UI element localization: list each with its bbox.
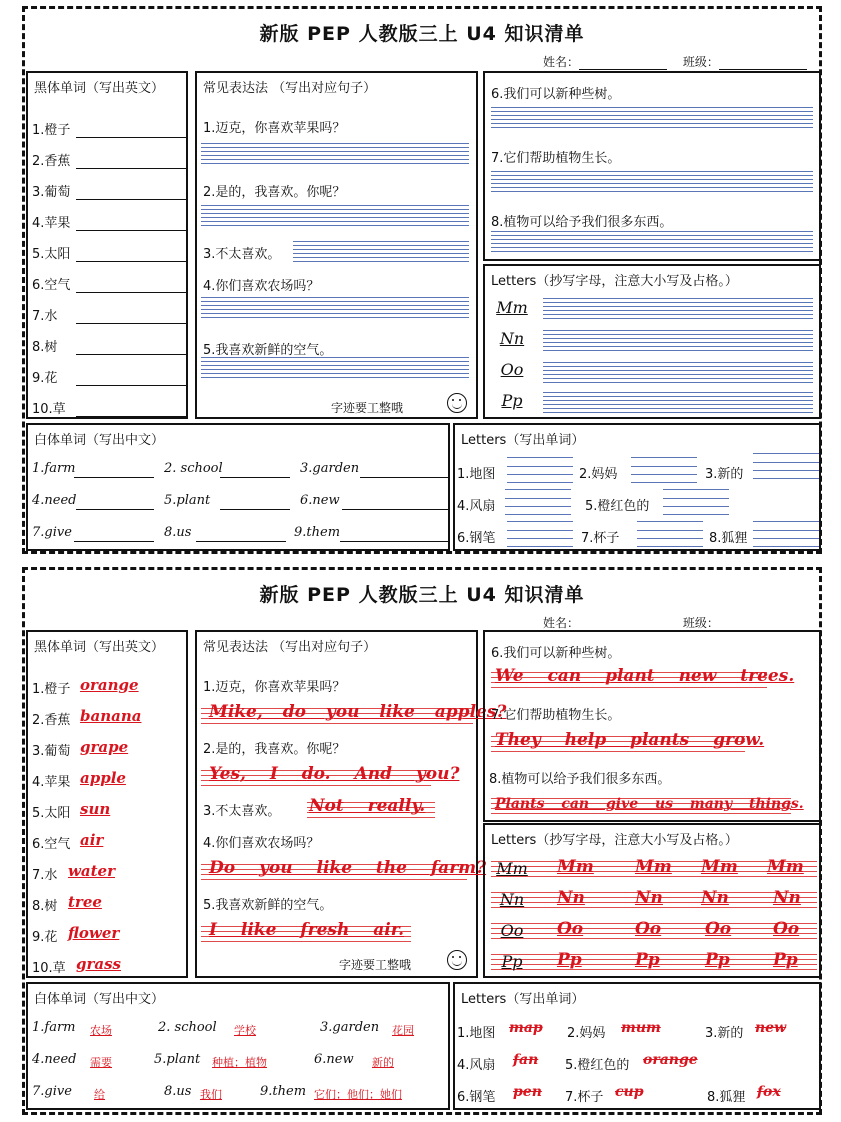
- vocab-row: 4.苹果: [32, 212, 70, 231]
- vocab-white-box: 白体单词（写出中文） 1.farm 2. school 3.garden 4.need 5.plant 6.new 7.give 8.us 9.them: [26, 423, 450, 551]
- smiley-icon: [447, 950, 467, 970]
- expressions-title: 常见表达法 （写出对应句子）: [203, 81, 377, 96]
- answer-word: pen: [513, 1084, 542, 1100]
- answer-word: fan: [513, 1052, 539, 1068]
- expressions-box: 常见表达法 （写出对应句子） 1.迈克，你喜欢苹果吗？ Mike, do you like apples? 2.是的，我喜欢。你呢？ Yes, I do. And you? 3.不太喜欢。 Not really. 4.你们喜欢农场吗？ Do you like the farm? 5.我喜欢新鲜的空气。 I like fresh air. 字迹要工整哦: [195, 630, 478, 978]
- sheet-title: 新版 PEP 人教版三上 U4 知识清单: [259, 584, 585, 606]
- smiley-icon: [447, 393, 467, 413]
- letter-copy: Oo: [557, 919, 584, 939]
- letter-copy: Nn: [701, 888, 729, 908]
- letters-copy-title: Letters（抄写字母，注意大小写及占格。）: [491, 833, 738, 848]
- expression-question: 1.迈克，你喜欢苹果吗？: [203, 121, 346, 136]
- answer-word: new: [755, 1020, 787, 1036]
- answer-sentence: Mike, do you like apples?: [209, 702, 507, 722]
- answer-text: 学校: [234, 1024, 256, 1037]
- expression-question: 6.我们可以新种些树。: [491, 87, 621, 102]
- vocab-row: 8.树: [32, 336, 57, 355]
- letter-copy: Pp: [705, 950, 730, 970]
- answer-text: grass: [76, 955, 121, 973]
- expression-question: 5.我喜欢新鲜的空气。: [203, 343, 333, 358]
- expressions-title: 常见表达法 （写出对应句子）: [203, 640, 377, 655]
- letter-copy: Nn: [635, 888, 663, 908]
- answer-text: water: [68, 862, 116, 880]
- letters-words-box: Letters（写出单词） 1.地图 map 2.妈妈 mum 3.新的 new 4.风扇 fan 5.橙红色的 orange 6.钢笔 pen 7.杯子 cup 8.狐狸 fox: [453, 982, 821, 1110]
- vocab-row: 9.花: [32, 367, 57, 386]
- neat-handwriting-note: 字迹要工整哦: [339, 958, 412, 972]
- letters-words-title: Letters（写出单词）: [461, 992, 585, 1007]
- letter-copy: Pp: [773, 950, 798, 970]
- answer-text: 新的: [372, 1056, 394, 1069]
- expressions-more-box: 6.我们可以新种些树。 We can plant new trees. 7.它们帮助植物生长。 They help plants grow. 8.植物可以给予我们很多东西。 Plants can give us many things.: [483, 630, 821, 822]
- answer-text: tree: [68, 893, 102, 911]
- vocab-bold-box: 黑体单词（写出英文） 1.橙子 orange 2.香蕉 banana 3.葡萄 grape 4.苹果 apple 5.太阳 sun 6.空气 air 7.水 water 8.树 tree 9.花 flower 10.草 grass: [26, 630, 188, 978]
- answer-word: cup: [615, 1084, 644, 1100]
- answer-text: banana: [80, 707, 142, 725]
- vocab-bold-title: 黑体单词（写出英文）: [34, 81, 165, 96]
- vocab-white-title: 白体单词（写出中文）: [34, 992, 165, 1007]
- expression-question: 2.是的，我喜欢。你呢？: [203, 185, 346, 200]
- expressions-more-box: [483, 71, 821, 261]
- answer-sentence: I like fresh air.: [209, 920, 405, 940]
- vocab-row: 6.空气: [32, 274, 70, 293]
- vocab-white-box: 白体单词（写出中文） 1.farm 农场 2. school 学校 3.garden 花园 4.need 需要 5.plant 种植；植物 6.new 新的 7.give 给 8.us 我们 9.them 它们；他们；她们: [26, 982, 450, 1110]
- letter-copy: Pp: [635, 950, 660, 970]
- vocab-bold-title: 黑体单词（写出英文）: [34, 640, 165, 655]
- vocab-row: 7.水: [32, 305, 57, 324]
- name-field: 姓名： 班级：: [543, 614, 807, 631]
- letter-copy: Nn: [773, 888, 801, 908]
- letter-copy: Mm: [767, 857, 804, 877]
- answer-text: flower: [68, 924, 120, 942]
- expression-question: 3.不太喜欢。: [203, 247, 281, 262]
- answer-word: mum: [621, 1020, 661, 1036]
- letter-copy: Oo: [635, 919, 662, 939]
- sheet-title: 新版 PEP 人教版三上 U4 知识清单: [259, 23, 585, 45]
- name-field: 姓名： 班级：: [543, 53, 807, 70]
- vocab-bold-box: [26, 71, 188, 419]
- letter-copy: Mm: [635, 857, 672, 877]
- answer-text: 它们；他们；她们: [314, 1088, 402, 1101]
- answer-sentence: Yes, I do. And you?: [209, 764, 460, 784]
- answer-text: orange: [80, 676, 139, 694]
- letter-model: Oo: [500, 360, 524, 379]
- answer-text: apple: [80, 769, 126, 787]
- answer-sentence: Do you like the farm?: [209, 858, 487, 878]
- letters-words-box: Letters（写出单词） 1.地图 2.妈妈 3.新的 4.风扇 5.橙红色的 6.钢笔 7.杯子 8.狐狸: [453, 423, 821, 551]
- letters-copy-title: Letters（抄写字母，注意大小写及占格。）: [491, 274, 738, 289]
- letter-model: Mm: [496, 298, 528, 317]
- answer-word: orange: [643, 1052, 698, 1068]
- answer-text: sun: [80, 800, 111, 818]
- letter-copy: Pp: [557, 950, 582, 970]
- expressions-box: [195, 71, 478, 419]
- answer-text: grape: [80, 738, 129, 756]
- neat-handwriting-note: 字迹要工整哦: [331, 401, 404, 415]
- letter-model: Pp: [501, 391, 523, 410]
- answer-sentence: Plants can give us many things.: [495, 796, 804, 812]
- answer-word: map: [509, 1020, 543, 1036]
- vocab-row: 5.太阳: [32, 243, 70, 262]
- answer-sentence: We can plant new trees.: [495, 666, 795, 686]
- expression-question: 7.它们帮助植物生长。: [491, 151, 621, 166]
- answer-text: 花园: [392, 1024, 414, 1037]
- vocab-white-title: 白体单词（写出中文）: [34, 433, 165, 448]
- letter-copy: Oo: [773, 919, 800, 939]
- letter-copy: Mm: [557, 857, 594, 877]
- answer-text: air: [80, 831, 104, 849]
- answer-text: 我们: [200, 1088, 222, 1101]
- letters-copy-box: Letters（抄写字母，注意大小写及占格。） Mm Mm Mm Mm Mm Nn Nn Nn Nn Nn Oo Oo Oo Oo Oo Pp Pp Pp Pp Pp: [483, 823, 821, 978]
- letter-model: Nn: [499, 329, 525, 348]
- expression-question: 8.植物可以给予我们很多东西。: [491, 215, 673, 230]
- letters-copy-box: [483, 264, 821, 419]
- answer-text: 种植；植物: [212, 1056, 267, 1069]
- answer-sentence: Not really.: [309, 796, 426, 816]
- answer-text: 给: [94, 1088, 105, 1101]
- vocab-row: 1.橙子: [32, 119, 70, 138]
- letter-copy: Mm: [701, 857, 738, 877]
- answer-text: 农场: [90, 1024, 112, 1037]
- answer-sentence: They help plants grow.: [495, 730, 765, 750]
- letters-words-title: Letters（写出单词）: [461, 433, 585, 448]
- expression-question: 4.你们喜欢农场吗？: [203, 279, 320, 294]
- answer-word: fox: [757, 1084, 781, 1100]
- worksheet-answers: [22, 567, 822, 1115]
- letter-copy: Nn: [557, 888, 585, 908]
- answer-text: 需要: [90, 1056, 112, 1069]
- worksheet-blank: [22, 6, 822, 554]
- vocab-row: 3.葡萄: [32, 181, 70, 200]
- vocab-row: 2.香蕉: [32, 150, 70, 169]
- vocab-row: 10.草: [32, 398, 66, 417]
- letter-copy: Oo: [705, 919, 732, 939]
